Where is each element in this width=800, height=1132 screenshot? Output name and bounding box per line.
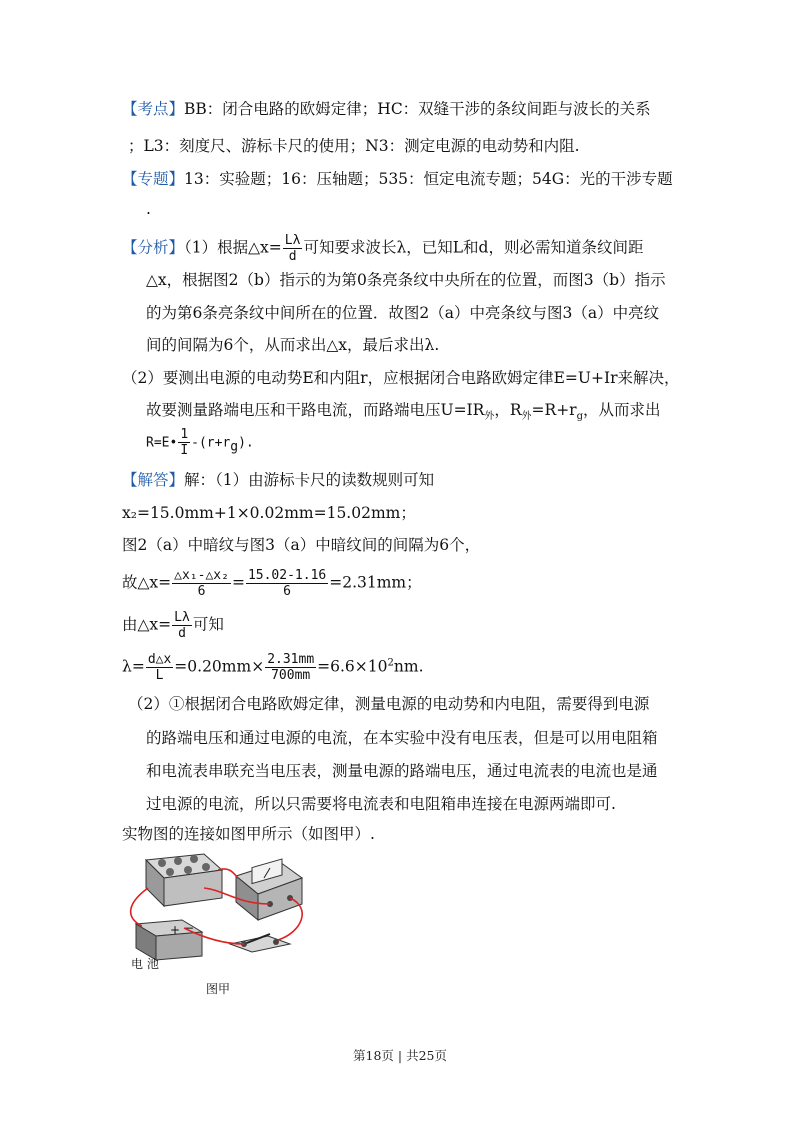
fenxi-text-6d: ，从而求出 [583,401,661,419]
jieda-text-6c: =6.6×10 [317,657,388,676]
fenxi-line-7 [146,427,254,459]
jieda-p2-line-4: 过电源的电流，所以只需要将电流表和电阻箱串连接在电源两端即可. [146,795,616,813]
page-footer: 第18页 | 共25页 [353,1048,447,1063]
jieda-text-5a: 由△x= [122,615,172,634]
circuit-illustration [118,848,328,970]
jieda-text-6b: =0.20mm× [174,657,265,676]
fraction-numerator: 15.02-1.16 [247,568,327,583]
subscript: g [230,439,239,455]
resistance-box [146,854,222,906]
subscript: 外 [521,411,532,423]
kaodian-line-2: ；L3：刻度尺、游标卡尺的使用；N3：测定电源的电动势和内阻. [128,137,580,155]
fenxi-text-6a: 故要测量路端电压和干路电流，而路端电压U=IR [146,401,485,419]
figure-caption: 图甲 [206,982,231,996]
jieda-line-1 [122,469,434,491]
fenxi-text-6c: =R+r [531,401,577,419]
fenxi-text-1b: 可知要求波长λ，已知L和d，则必需知道条纹间距 [303,238,644,257]
zhuanti-line-2: . [146,200,151,218]
switch [230,934,290,952]
fenxi-line-6 [146,399,661,428]
jieda-line-4 [122,568,422,599]
kaodian-text-1: BB：闭合电路的欧姆定律；HC：双缝干涉的条纹间距与波长的关系 [184,100,651,118]
jieda-text-5b: 可知 [192,615,224,634]
fraction-numerator: 1 [180,427,189,442]
jieda-line-6 [122,652,424,683]
battery [136,920,202,960]
fraction-denominator: d [288,249,297,264]
jieda-tag: 【解答】 [122,471,185,489]
fenxi-line-4: 间的间隔为6个，从而求出△x，最后求出λ. [146,336,440,354]
superscript: 2 [387,657,394,669]
fraction-1-over-i [178,427,190,458]
fenxi-line-1 [122,233,643,264]
fenxi-text-1a: （1）根据△x= [184,238,282,257]
jieda-line-2: x₂=15.0mm+1×0.02mm=15.02mm； [122,504,416,522]
fraction-numerator: d△x [147,652,172,667]
fraction-denominator: d [178,626,186,641]
fraction-numerator: Lλ [174,610,190,625]
zhuanti-tag: 【专题】 [122,170,185,188]
jieda-text-4b: =2.31mm； [329,573,422,592]
ammeter [236,859,302,920]
jieda-p2-line-1: （2）①根据闭合电路欧姆定律，测量电源的电动势和内电阻，需要得到电源 [128,695,650,713]
jieda-p2-line-2: 的路端电压和通过电源的电流，在本实验中没有电压表，但是可以用电阻箱 [146,729,658,747]
kaodian-tag: 【考点】 [122,100,185,118]
jieda-line-5 [122,610,224,641]
subscript: g [576,411,583,423]
fenxi-text-6b: ，R [494,401,522,419]
fraction-denominator: 6 [283,584,291,599]
jieda-text-6d: nm. [393,657,424,676]
svg-text:+: + [170,923,181,937]
fraction-numerator: Lλ [284,233,301,248]
fenxi-line-5: （2）要测出电源的电动势E和内阻r，应根据闭合电路欧姆定律E=U+Ir来解决， [122,369,680,387]
fraction-numerator: 2.31mm [267,652,315,667]
kaodian-line-1 [122,98,651,120]
zhuanti-line-1 [122,168,673,190]
formula-text: -(r+r [191,435,231,451]
fraction-d-delta-x-l [146,652,173,683]
fraction-denominator: 6 [197,584,206,599]
fenxi-line-3: 的为第6条亮条纹中间所在的位置．故图2（a）中亮条纹与图3（a）中亮纹 [146,304,660,322]
fraction-l-lambda-d [172,610,192,641]
jieda-text-4a: 故△x= [122,573,172,592]
equals-sign: = [231,573,245,592]
formula-text: ). [238,435,254,451]
battery-label: 电 池 [131,957,159,971]
fraction-mm [265,652,316,683]
fraction-numerator: △x₁-△x₂ [174,568,229,583]
fraction-numeric [246,568,328,599]
jieda-p2-line-3: 和电流表串联充当电压表，测量电源的路端电压，通过电流表的电流也是通 [146,762,658,780]
fraction-denominator: I [180,443,189,458]
fraction-l-lambda-d [283,233,303,264]
subscript: 外 [484,411,495,423]
jieda-text-1: 解：（1）由游标卡尺的读数规则可知 [184,471,435,489]
jieda-text-6a: λ= [122,657,145,676]
jieda-p2-line-5: 实物图的连接如图甲所示（如图甲）. [122,825,375,843]
fraction-denominator: L [155,668,164,683]
fraction-delta-x [172,568,231,599]
formula-text: R=E• [146,435,178,451]
fenxi-tag: 【分析】 [122,238,185,257]
zhuanti-text-1: 13：实验题；16：压轴题；535：恒定电流专题；54G：光的干涉专题 [184,170,673,188]
svg-text:−: − [184,921,195,935]
jieda-line-3: 图2（a）中暗纹与图3（a）中暗纹间的间隔为6个， [122,536,481,554]
fraction-denominator: 700mm [271,668,311,683]
fenxi-line-2: △x，根据图2（b）指示的为第0条亮条纹中央所在的位置，而图3（b）指示 [146,271,666,289]
